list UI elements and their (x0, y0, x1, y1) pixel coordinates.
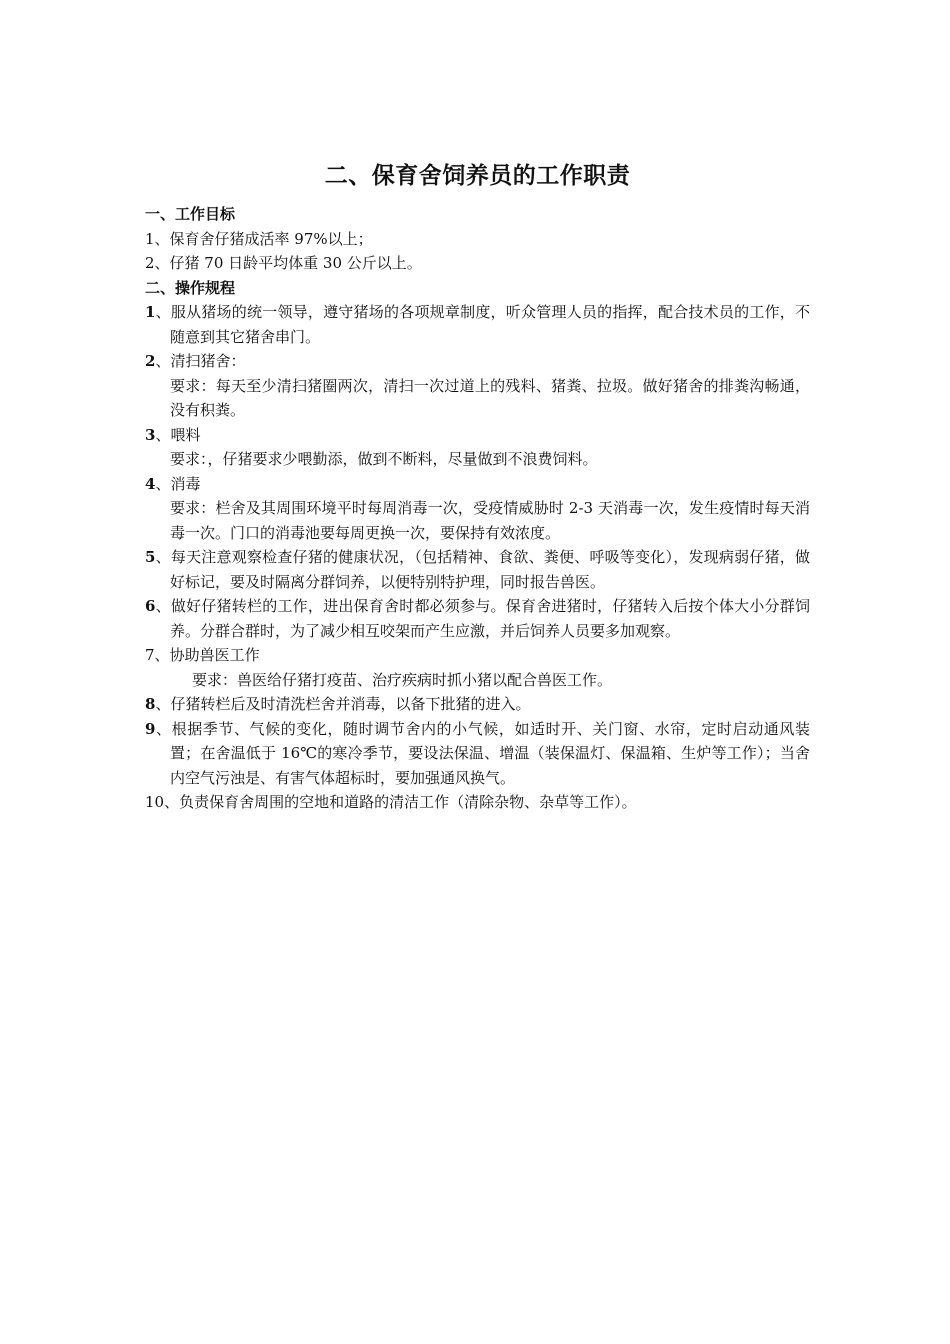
item-number: 7 (145, 646, 155, 664)
item-text: 协助兽医工作 (169, 646, 260, 664)
item-number: 3 (145, 425, 156, 444)
item-text: 喂料 (170, 425, 201, 444)
item-number: 4 (145, 474, 156, 493)
item-number: 6 (145, 597, 156, 615)
item-text: 负责保育舍周围的空地和道路的清洁工作（清除杂物、杂草等工作）。 (179, 793, 637, 811)
item-text: 消毒 (170, 474, 201, 493)
procedure-item-10 (145, 790, 810, 815)
procedure-item-4 (145, 472, 810, 497)
item-separator: 、 (155, 695, 171, 713)
procedure-item-7 (145, 643, 810, 668)
procedure-item-2 (145, 349, 810, 374)
goal-line-2: 2、仔猪 70 日龄平均体重 30 公斤以上。 (145, 254, 422, 272)
procedure-item-2-requirement: 要求：每天至少清扫猪圈两次，清扫一次过道上的残料、猪粪、拉圾。做好猪舍的排粪沟畅通，没有积粪。 (170, 376, 810, 419)
procedure-item-4-requirement: 要求：栏舍及其周围环境平时每周消毒一次，受疫情威胁时 2-3 天消毒一次，发生疫情时每天消毒一次。门口的消毒池要每周更换一次，要保持有效浓度。 (170, 499, 810, 542)
item-separator: 、 (155, 548, 171, 566)
procedure-item-3-requirement: 要求：，仔猪要求少喂勤添，做到不断料，尽量做到不浪费饲料。 (170, 450, 598, 468)
procedure-item-5 (145, 545, 810, 594)
item-number: 10 (145, 793, 165, 811)
procedure-item-7-requirement: 要求：兽医给仔猪打疫苗、治疗疾病时抓小猪以配合兽医工作。 (192, 670, 613, 689)
item-separator: 、 (155, 303, 171, 321)
document-title: 二、保育舍饲养员的工作职责 (324, 163, 631, 189)
item-number: 2 (145, 352, 156, 370)
item-separator: 、 (155, 597, 171, 615)
item-text: 清扫猪舍： (170, 352, 246, 370)
item-number: 5 (145, 548, 156, 566)
procedure-item-3 (145, 423, 810, 448)
document-body (145, 158, 810, 815)
procedure-item-8 (145, 692, 810, 717)
item-separator: 、 (155, 425, 171, 444)
item-text: 仔猪转栏后及时清洗栏舍并消毒，以备下批猪的进入。 (170, 695, 531, 713)
procedure-item-6 (145, 594, 810, 643)
goal-line-1: 1、保育舍仔猪成活率 97%以上； (145, 229, 373, 248)
section-heading-goals: 一、工作目标 (145, 205, 236, 223)
item-separator: 、 (154, 646, 170, 664)
item-separator: 、 (155, 719, 172, 738)
item-text: 每天注意观察检查仔猪的健康状况，（包括精神、食欲、粪便、呼吸等变化），发现病弱仔猪，做好标记，要及时隔离分群饲养，以便特别特护理，同时报告兽医。 (170, 548, 810, 591)
procedure-item-9 (145, 717, 810, 791)
item-number: 1 (145, 303, 156, 321)
item-separator: 、 (155, 352, 171, 370)
item-separator: 、 (155, 474, 171, 493)
procedure-item-1 (145, 300, 810, 349)
item-text: 服从猪场的统一领导，遵守猪场的各项规章制度，听众管理人员的指挥，配合技术员的工作，不随意到其它猪舍串门。 (170, 303, 810, 346)
item-separator: 、 (164, 793, 180, 811)
section-heading-procedures: 二、操作规程 (145, 278, 236, 297)
item-text: 做好仔猪转栏的工作，进出保育舍时都必须参与。保育舍进猪时，仔猪转入后按个体大小分群饲养。分群合群时，为了减少相互咬架而产生应激，并后饲养人员要多加观察。 (170, 597, 810, 640)
item-text: 根据季节、气候的变化，随时调节舍内的小气候，如适时开、关门窗、水帘，定时启动通风装置；在舍温低于 16℃的寒冷季节，要设法保温、增温（装保温灯、保温箱、生炉等工作）；当舍内空气污浊是、有害气体超标时，要加强通风换气。 (170, 719, 810, 787)
item-number: 9 (145, 719, 156, 738)
item-number: 8 (145, 695, 156, 713)
